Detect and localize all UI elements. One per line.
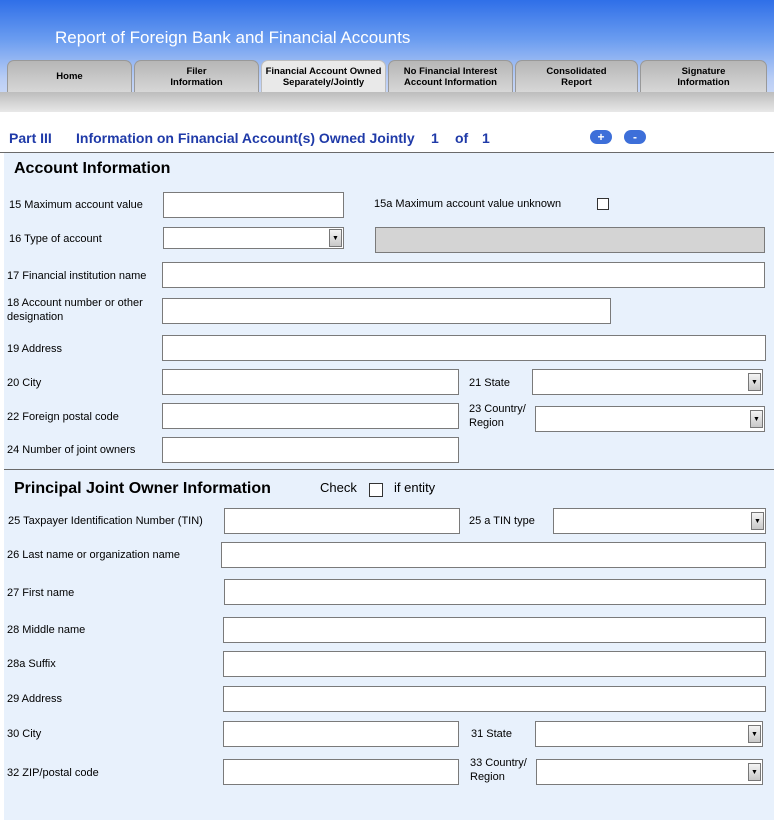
tin-type-select[interactable] [553,508,766,534]
postal-code-label: 22 Foreign postal code [7,411,119,423]
chevron-down-icon[interactable]: ▼ [748,725,761,743]
part-header [0,120,774,153]
account-city-input[interactable] [162,369,459,395]
remove-account-button[interactable]: - [624,130,646,144]
tab-no-financial-interest[interactable]: No Financial Interest Account Information [388,60,513,92]
joint-owners-label: 24 Number of joint owners [7,444,136,456]
postal-code-input[interactable] [162,403,459,429]
add-account-button[interactable]: + [590,130,612,144]
account-address-label: 19 Address [7,343,63,355]
account-address-input[interactable] [162,335,766,361]
max-value-unknown-checkbox[interactable] [597,198,609,210]
chevron-down-icon[interactable]: ▼ [329,229,342,247]
zip-input[interactable] [223,759,459,785]
account-number-input[interactable] [162,298,611,324]
owner-city-input[interactable] [223,721,459,747]
account-type-select[interactable] [163,227,344,249]
owner-address-input[interactable] [223,686,766,712]
section-divider [4,469,774,470]
tin-type-label: 25 a TIN type [469,515,535,527]
institution-input[interactable] [162,262,765,288]
suffix-label: 28a Suffix [7,658,56,670]
max-value-label: 15 Maximum account value [9,199,143,211]
account-city-label: 20 City [7,377,42,389]
part-of-label: of [455,130,469,146]
account-country-label: 23 Country/ Region [469,403,526,429]
middle-name-label: 28 Middle name [7,624,86,636]
max-value-input[interactable] [163,192,344,218]
entity-label: if entity [394,480,436,495]
chevron-down-icon[interactable]: ▼ [748,373,761,391]
last-name-input[interactable] [221,542,766,568]
tab-filer-information[interactable]: Filer Information [134,60,259,92]
entity-checkbox[interactable] [369,483,383,497]
part-current: 1 [431,130,439,146]
owner-country-select[interactable] [536,759,763,785]
max-value-unknown-label: 15a Maximum account value unknown [374,198,562,210]
owner-country-label: 33 Country/ Region [470,757,527,783]
app-title: Report of Foreign Bank and Financial Accounts [55,28,411,47]
account-info-title: Account Information [14,160,171,177]
tab-consolidated-report[interactable]: Consolidated Report [515,60,638,92]
tab-home[interactable]: Home [7,60,132,92]
institution-label: 17 Financial institution name [7,270,147,282]
part-title: Information on Financial Account(s) Owned Jointly [76,130,415,146]
tin-input[interactable] [224,508,460,534]
suffix-input[interactable] [223,651,766,677]
account-state-label: 21 State [469,377,510,389]
account-country-select[interactable] [535,406,765,432]
chevron-down-icon[interactable]: ▼ [751,512,764,530]
check-label: Check [320,480,357,495]
tab-signature-information[interactable]: Signature Information [640,60,767,92]
tin-label: 25 Taxpayer Identification Number (TIN) [8,515,203,527]
part-number: Part III [9,130,52,146]
account-type-label: 16 Type of account [9,233,102,245]
principal-owner-title: Principal Joint Owner Information [14,480,271,497]
toolbar-strip [0,92,774,112]
account-number-label: 18 Account number or other designation [7,297,143,323]
account-state-select[interactable] [532,369,763,395]
owner-city-label: 30 City [7,728,42,740]
part-total: 1 [482,130,490,146]
owner-state-select[interactable] [535,721,763,747]
middle-name-input[interactable] [223,617,766,643]
first-name-input[interactable] [224,579,766,605]
chevron-down-icon[interactable]: ▼ [748,763,761,781]
owner-state-label: 31 State [471,728,512,740]
last-name-label: 26 Last name or organization name [7,549,181,561]
chevron-down-icon[interactable]: ▼ [750,410,763,428]
tab-financial-account-owned[interactable]: Financial Account Owned Separately/Jointly [261,60,386,92]
joint-owners-input[interactable] [162,437,459,463]
first-name-label: 27 First name [7,587,75,599]
account-type-other-field [375,227,765,253]
zip-label: 32 ZIP/postal code [7,767,99,779]
owner-address-label: 29 Address [7,693,63,705]
